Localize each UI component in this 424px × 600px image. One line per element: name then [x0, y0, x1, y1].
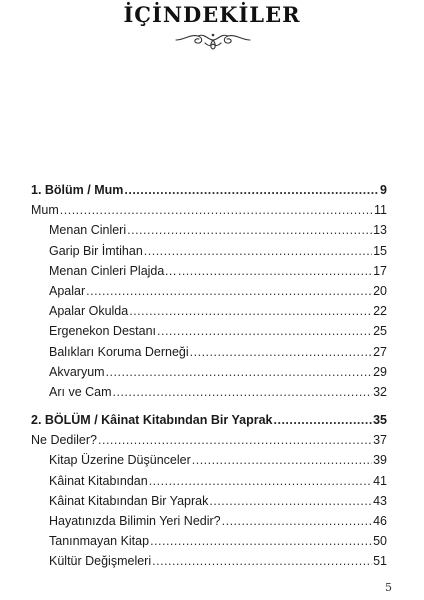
entry-label: Kâinat Kitabından Bir Yaprak	[49, 493, 209, 508]
page-ref: 50	[373, 534, 387, 549]
page-number: 5	[385, 581, 392, 594]
page-ref: 22	[373, 304, 387, 319]
toc-entry[interactable]	[31, 471, 387, 491]
page-ref: 9	[380, 183, 387, 197]
dot-leader	[274, 410, 373, 430]
dot-leader	[190, 342, 372, 362]
dot-leader	[127, 220, 372, 240]
entry-label: Tanınmayan Kitap	[49, 534, 150, 549]
entry-label: Hayatınızda Bilimin Yeri Nedir?	[49, 514, 221, 528]
dot-leader	[209, 491, 372, 511]
toc-entry[interactable]	[31, 241, 387, 261]
toc-entry[interactable]	[31, 281, 387, 301]
page-ref: 41	[373, 473, 387, 488]
page-ref: 29	[373, 364, 387, 379]
toc-entry[interactable]	[31, 491, 387, 511]
dot-leader	[86, 281, 372, 301]
chapter-2-heading[interactable]	[31, 410, 387, 430]
entry-label: Akvaryum	[49, 364, 105, 379]
toc-entry[interactable]	[31, 261, 387, 281]
entry-label: Menan Cinleri Plajda…	[49, 263, 177, 278]
dot-leader	[157, 321, 372, 341]
entry-label: Apalar Okulda	[49, 304, 129, 319]
toc-entry[interactable]	[31, 342, 387, 362]
toc-entry[interactable]	[31, 321, 387, 341]
dot-leader	[152, 551, 372, 571]
toc-entry[interactable]	[31, 301, 387, 321]
toc-entry[interactable]	[31, 430, 387, 450]
entry-label: Mum	[31, 203, 59, 218]
page-ref: 32	[373, 384, 387, 399]
toc-entry[interactable]	[31, 200, 387, 220]
chapter-title: 1. Bölüm / Mum	[31, 183, 124, 197]
section-spacer	[31, 402, 387, 410]
dot-leader	[192, 450, 372, 470]
entry-label: Kitap Üzerine Düşünceler	[49, 453, 191, 468]
page-ref: 37	[373, 433, 387, 448]
page-ref: 51	[373, 554, 387, 569]
chapter-1-heading[interactable]	[31, 180, 387, 200]
page-ref: 43	[373, 493, 387, 508]
dot-leader	[98, 430, 372, 450]
page-ref: 20	[373, 283, 387, 298]
dot-leader	[144, 241, 372, 261]
toc-entry[interactable]	[31, 220, 387, 240]
dot-leader	[113, 382, 373, 402]
dot-leader	[60, 200, 373, 220]
entry-label: Kâinat Kitabından	[49, 473, 148, 488]
dot-leader	[129, 301, 372, 321]
dot-leader	[222, 511, 372, 531]
entry-label: Balıkları Koruma Derneği	[49, 344, 189, 359]
page-title: İÇİNDEKİLER	[123, 2, 301, 27]
dot-leader	[149, 471, 372, 491]
entry-label: Kültür Değişmeleri	[49, 554, 152, 569]
dot-leader	[106, 362, 373, 382]
toc-entry[interactable]	[31, 362, 387, 382]
page-ref: 46	[373, 514, 387, 528]
entry-label: Arı ve Cam	[49, 384, 112, 399]
dot-leader	[124, 180, 379, 200]
entry-label: Ne Dediler?	[31, 433, 98, 448]
entry-label: Garip Bir İmtihan	[49, 243, 143, 258]
page-ref: 25	[373, 324, 387, 339]
table-of-contents	[31, 180, 387, 572]
page-ref: 17	[373, 263, 387, 278]
page-ref: 15	[373, 243, 387, 258]
scroll-flourish-icon	[172, 29, 254, 51]
page-ref: 35	[373, 413, 387, 428]
entry-label: Ergenekon Destanı	[49, 324, 157, 339]
page-ref: 27	[373, 344, 387, 359]
dot-leader	[150, 531, 372, 551]
page-ref: 13	[373, 223, 387, 238]
page-ref: 39	[373, 453, 387, 468]
entry-label: Apalar	[49, 283, 86, 298]
toc-entry[interactable]	[31, 551, 387, 571]
entry-label: Menan Cinleri	[49, 223, 127, 238]
toc-entry[interactable]	[31, 531, 387, 551]
chapter-title: 2. BÖLÜM / Kâinat Kitabından Bir Yaprak	[31, 413, 273, 428]
toc-entry[interactable]	[31, 511, 387, 531]
dot-leader	[178, 261, 372, 281]
page-ref: 11	[374, 203, 387, 218]
toc-entry[interactable]	[31, 382, 387, 402]
toc-entry[interactable]	[31, 450, 387, 470]
